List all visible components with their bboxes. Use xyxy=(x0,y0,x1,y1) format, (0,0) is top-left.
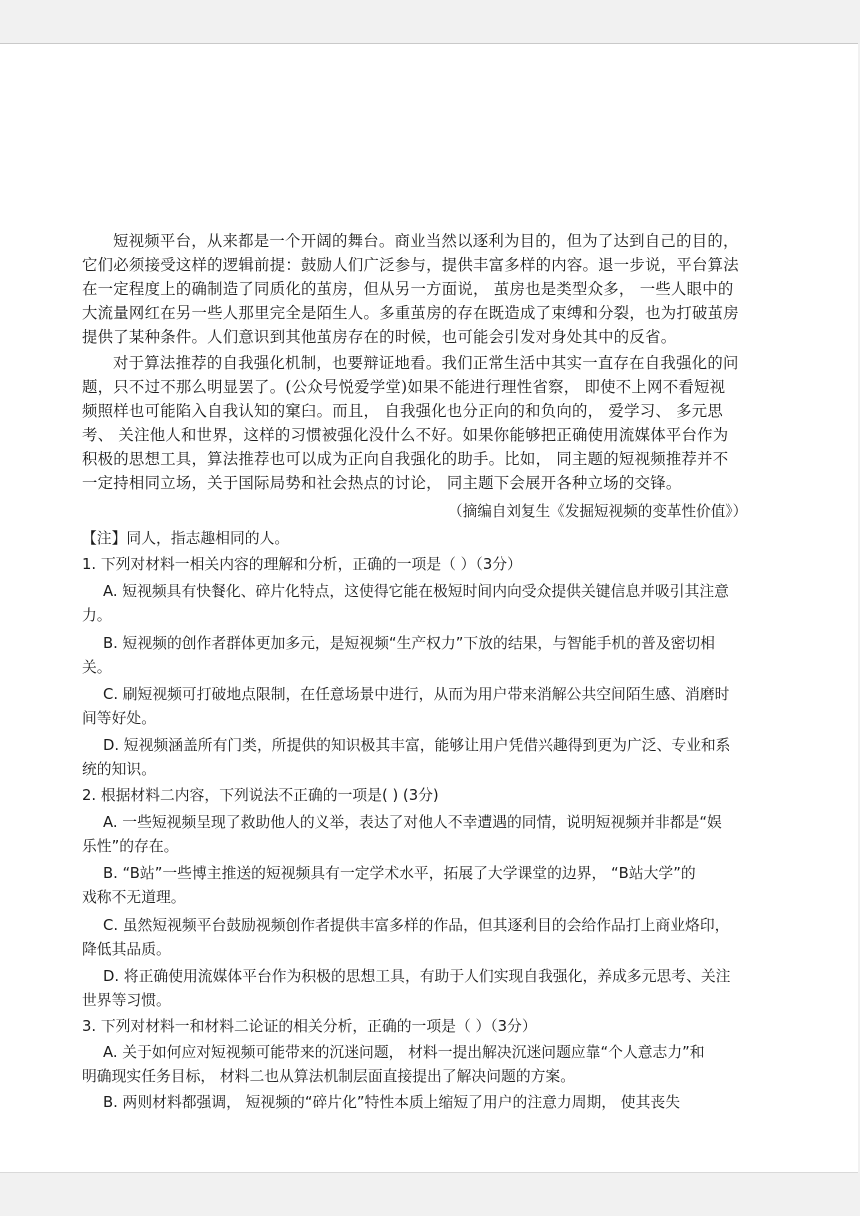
question-1-option-b-cont: 关。 xyxy=(82,659,112,676)
question-3-option-a-cont: 明确现实任务目标， 材料二也从算法机制层面直接提出了解决问题的方案。 xyxy=(82,1068,576,1085)
question-2-option-a-cont: 乐性”的存在。 xyxy=(82,838,179,855)
article-line: 它们必须接受这样的逻辑前提：鼓励人们广泛参与，提供丰富多样的内容。退一步说，平台算法 xyxy=(82,256,739,274)
article-line: 短视频平台，从来都是一个开阔的舞台。商业当然以逐利为目的，但为了达到自己的目的， xyxy=(113,232,739,250)
question-2-option-a: A. 一些短视频呈现了救助他人的义举，表达了对他人不幸遭遇的同情，说明短视频并非都是“娱 xyxy=(103,814,722,831)
question-1-option-b: B. 短视频的创作者群体更加多元，是短视频“生产权力”下放的结果，与智能手机的普及密切相 xyxy=(103,635,715,652)
question-3-option-a: A. 关于如何应对短视频可能带来的沉迷问题， 材料一提出解决沉迷问题应靠“个人意志力”和 xyxy=(103,1044,705,1061)
question-2-option-c: C. 虽然短视频平台鼓励视频创作者提供丰富多样的作品，但其逐利目的会给作品打上商业烙印， xyxy=(103,917,730,934)
question-2-stem: 2. 根据材料二内容，下列说法不正确的一项是( ) (3分) xyxy=(82,787,439,804)
question-2-option-b: B. “B站”一些博主推送的短视频具有一定学术水平，拓展了大学课堂的边界， “B站大学”的 xyxy=(103,865,696,882)
question-2-option-b-cont: 戏称不无道理。 xyxy=(82,889,186,906)
article-line: 提供了某种条件。人们意识到其他茧房存在的时候，也可能会引发对身处其中的反省。 xyxy=(82,328,677,346)
article-line: 对于算法推荐的自我强化机制，也要辩证地看。我们正常生活中其实一直存在自我强化的问 xyxy=(113,354,739,372)
question-3-stem: 3. 下列对材料一和材料二论证的相关分析，正确的一项是（ ）（3分） xyxy=(82,1018,537,1035)
document-page xyxy=(0,43,858,1173)
article-line: 题，只不过不那么明显罢了。(公众号悦爱学堂)如果不能进行理性省察， 即使不上网不看短视 xyxy=(82,378,726,396)
question-1-option-a-cont: 力。 xyxy=(82,607,112,624)
article-source: （摘编自刘复生《发掘短视频的变革性价值》） xyxy=(448,503,748,520)
article-line: 频照样也可能陷入自我认知的窠臼。而且， 自我强化也分正向的和负向的， 爱学习、 多元思 xyxy=(82,402,724,420)
question-1-option-c-cont: 间等好处。 xyxy=(82,710,156,727)
question-1-option-c: C. 刷短视频可打破地点限制，在任意场景中进行，从而为用户带来消解公共空间陌生感、消磨时 xyxy=(103,686,730,703)
article-line: 在一定程度上的确制造了同质化的茧房，但从另一方面说， 茧房也是类型众多， 一些人眼中的 xyxy=(82,280,734,298)
article-line: 考、 关注他人和世界，这样的习惯被强化没什么不好。如果你能够把正确使用流媒体平台作为 xyxy=(82,426,729,444)
article-line: 大流量网红在另一些人那里完全是陌生人。多重茧房的存在既造成了束缚和分裂，也为打破茧房 xyxy=(82,304,739,322)
article-line: 积极的思想工具，算法推荐也可以成为正向自我强化的助手。比如， 同主题的短视频推荐并不 xyxy=(82,450,729,468)
question-1-stem: 1. 下列对材料一相关内容的理解和分析，正确的一项是（ ）（3分） xyxy=(82,556,522,573)
question-2-option-d-cont: 世界等习惯。 xyxy=(82,992,171,1009)
question-2-option-c-cont: 降低其品质。 xyxy=(82,941,171,958)
question-3-option-b: B. 两则材料都强调， 短视频的“碎片化”特性本质上缩短了用户的注意力周期， 使其丧失 xyxy=(103,1094,680,1111)
question-1-option-d: D. 短视频涵盖所有门类，所提供的知识极其丰富，能够让用户凭借兴趣得到更为广泛、专业和系 xyxy=(103,737,731,754)
note: 【注】同人，指志趣相同的人。 xyxy=(82,530,290,547)
question-2-option-d: D. 将正确使用流媒体平台作为积极的思想工具，有助于人们实现自我强化，养成多元思考、关注 xyxy=(103,968,731,985)
question-1-option-d-cont: 统的知识。 xyxy=(82,761,156,778)
article-line: 一定持相同立场，关于国际局势和社会热点的讨论， 同主题下会展开各种立场的交锋。 xyxy=(82,474,682,492)
question-1-option-a: A. 短视频具有快餐化、碎片化特点，这使得它能在极短时间内向受众提供关键信息并吸引其注意 xyxy=(103,583,729,600)
